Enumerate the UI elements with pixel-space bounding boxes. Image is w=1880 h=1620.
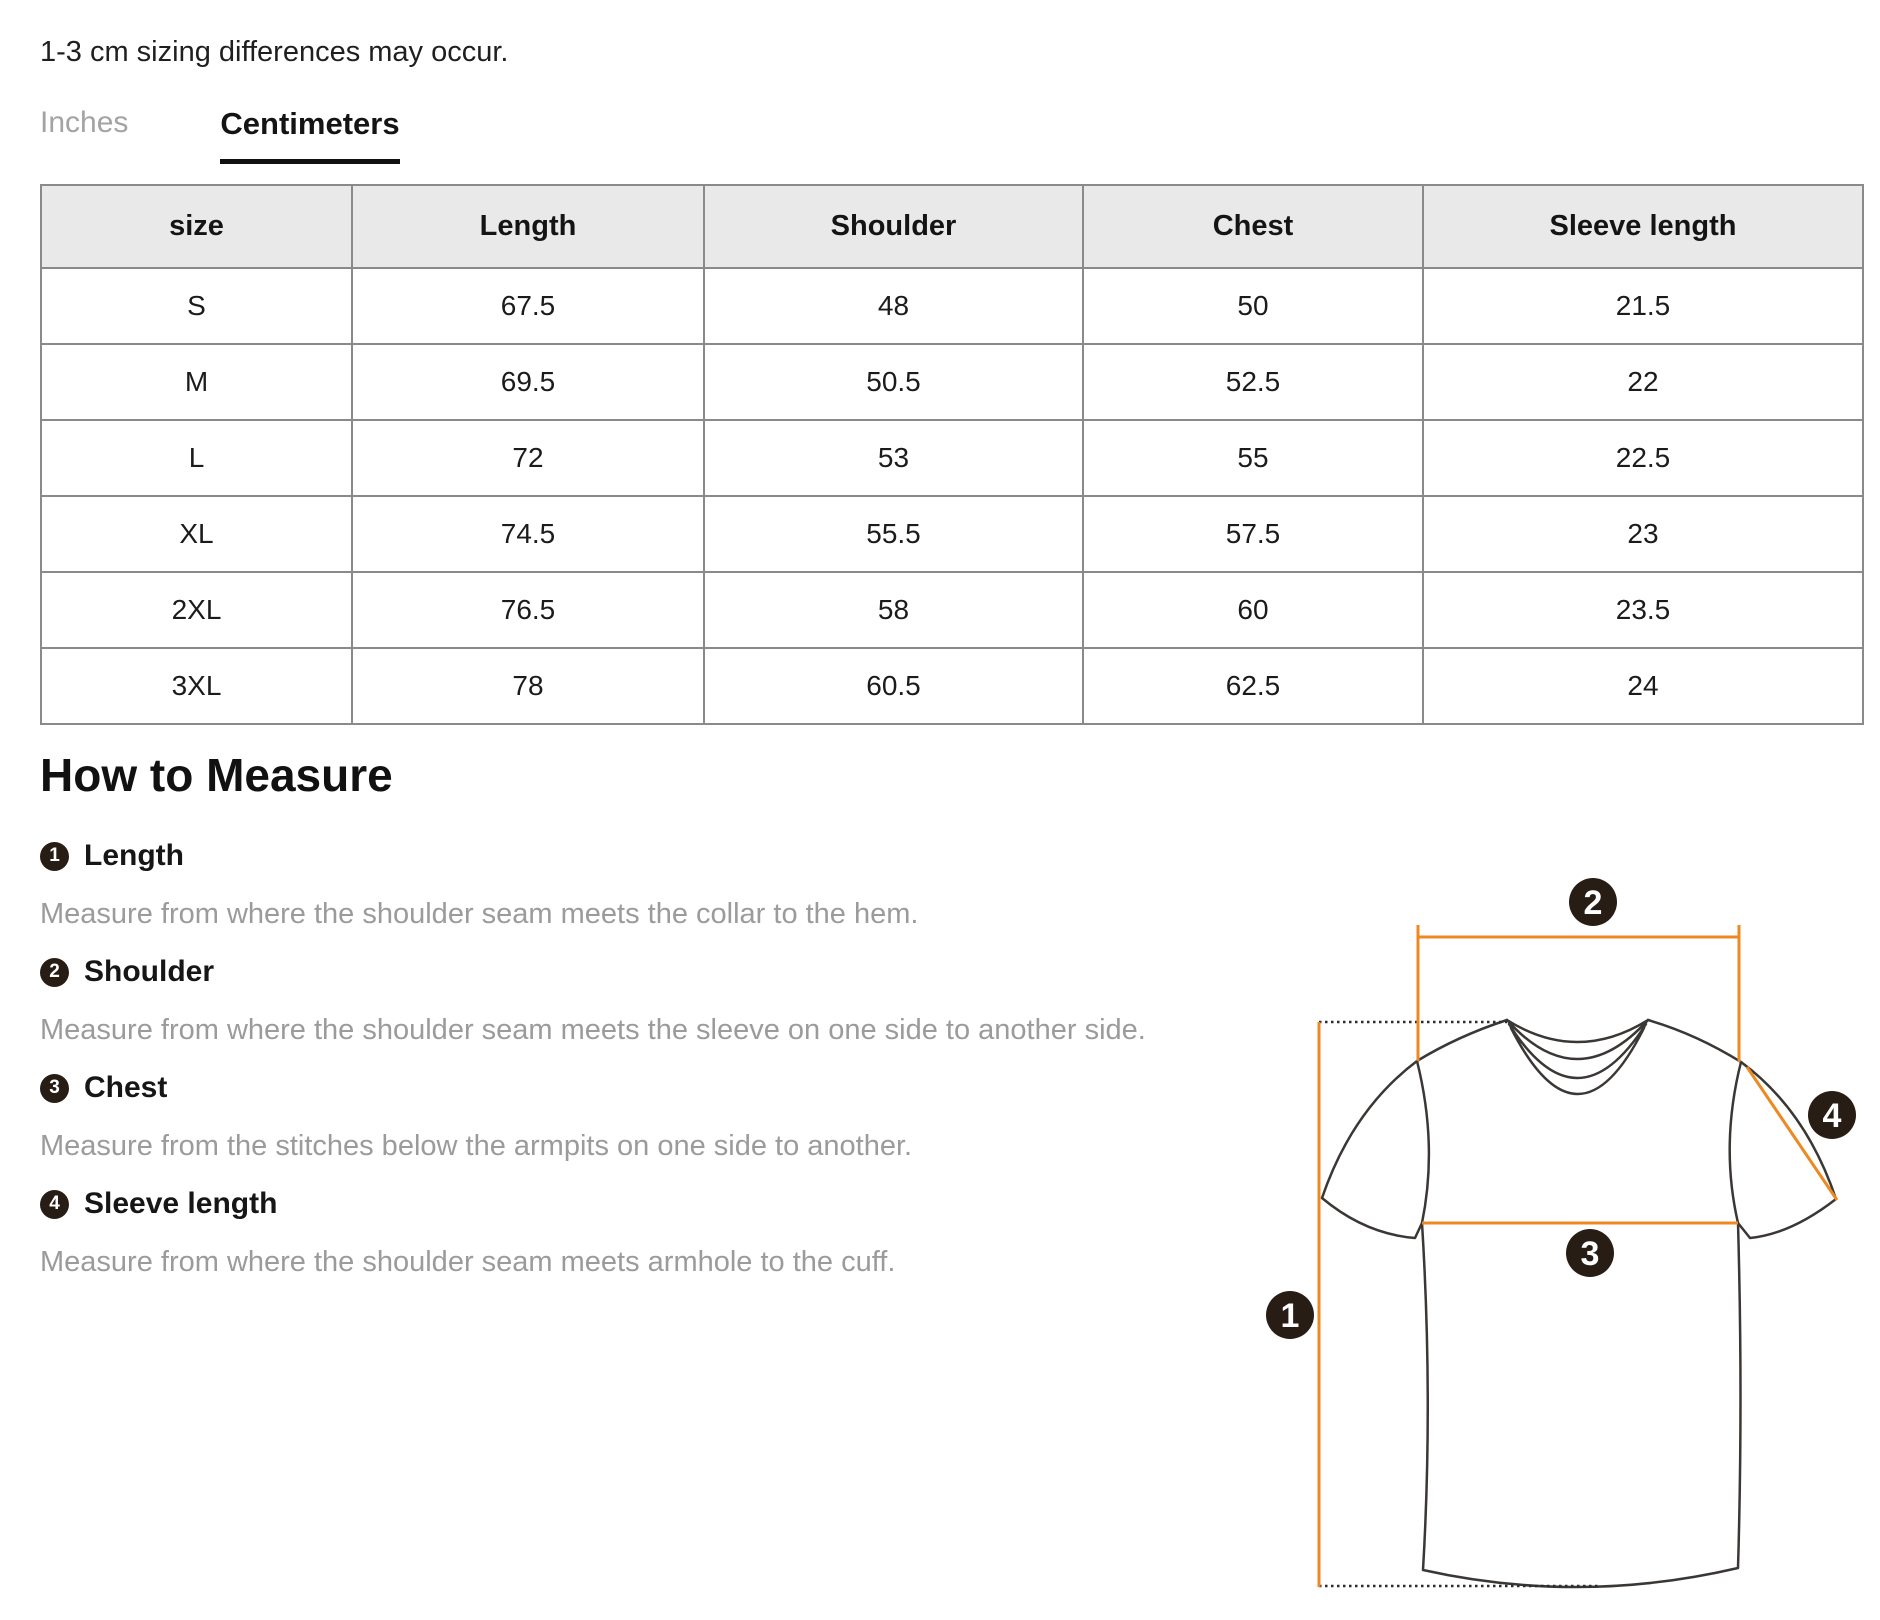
cell-chest: 62.5 [1083,648,1423,724]
cell-sleeve: 21.5 [1423,268,1863,344]
measure-item-desc: Measure from where the shoulder seam meets the sleeve on one side to another side. [40,1014,1146,1046]
table-row [41,572,1863,648]
svg-text:3: 3 [1580,1235,1600,1273]
measure-item-label: Length [84,839,184,872]
cell-sleeve: 22.5 [1423,420,1863,496]
cell-size: 3XL [41,648,352,724]
table-row [41,648,1863,724]
measure-item-desc: Measure from the stitches below the armpits on one side to another. [40,1130,913,1162]
cell-chest: 57.5 [1083,496,1423,572]
cell-chest: 60 [1083,572,1423,648]
cell-sleeve: 23 [1423,496,1863,572]
measure-item-desc: Measure from where the shoulder seam meets armhole to the cuff. [40,1246,896,1278]
cell-length: 67.5 [352,268,704,344]
dotted-guides [1319,1022,1600,1586]
cell-length: 74.5 [352,496,704,572]
cell-chest: 50 [1083,268,1423,344]
cell-shoulder: 55.5 [704,496,1083,572]
cell-shoulder: 53 [704,420,1083,496]
table-row [41,344,1863,420]
badge-1-icon: 1 [40,842,69,871]
table-row [41,420,1863,496]
tab-inches[interactable]: Inches [40,106,129,139]
armhole-seams [1417,1061,1741,1223]
measure-item-sleeve-length [40,1186,1200,1222]
tshirt-outline [1322,1020,1836,1587]
cell-shoulder: 50.5 [704,344,1083,420]
cell-size: M [41,344,352,420]
svg-text:4: 4 [1822,1097,1842,1135]
cell-chest: 55 [1083,420,1423,496]
cell-shoulder: 48 [704,268,1083,344]
cell-shoulder: 60.5 [704,648,1083,724]
cell-sleeve: 23.5 [1423,572,1863,648]
measure-item-desc: Measure from where the shoulder seam meets the collar to the hem. [40,898,919,930]
cell-size: L [41,420,352,496]
measure-item-label: Sleeve length [84,1187,278,1220]
svg-text:2: 2 [1583,884,1603,922]
cell-length: 69.5 [352,344,704,420]
measure-item-chest [40,1070,1200,1106]
unit-tabs [40,106,400,164]
cell-sleeve: 22 [1423,344,1863,420]
cell-size: 2XL [41,572,352,648]
cell-length: 78 [352,648,704,724]
cell-chest: 52.5 [1083,344,1423,420]
col-header-shoulder: Shoulder [704,185,1083,268]
cell-size: XL [41,496,352,572]
svg-text:1: 1 [1280,1297,1300,1335]
collar-ribbing [1507,1020,1648,1094]
cell-sleeve: 24 [1423,648,1863,724]
col-header-length: Length [352,185,704,268]
col-header-chest: Chest [1083,185,1423,268]
cell-length: 76.5 [352,572,704,648]
sizing-note: 1-3 cm sizing differences may occur. [40,36,509,68]
measure-item-length [40,838,1200,874]
table-header-row [41,185,1863,268]
badge-2-icon: 2 [40,958,69,987]
table-row [41,496,1863,572]
cell-shoulder: 58 [704,572,1083,648]
tshirt-measurement-diagram [1100,820,1880,1620]
measure-item-label: Chest [84,1071,168,1104]
tab-centimeters[interactable]: Centimeters [220,106,399,164]
measure-item-shoulder [40,954,1200,990]
measure-item-label: Shoulder [84,955,215,988]
diagram-badges [1266,878,1856,1339]
cell-size: S [41,268,352,344]
col-header-size: size [41,185,352,268]
badge-3-icon: 3 [40,1074,69,1103]
size-chart-table [40,184,1864,725]
col-header-sleeve-length: Sleeve length [1423,185,1863,268]
cell-length: 72 [352,420,704,496]
measure-instructions [40,838,1200,1302]
badge-4-icon: 4 [40,1190,69,1219]
table-row [41,268,1863,344]
how-to-measure-title: How to Measure [40,749,393,801]
